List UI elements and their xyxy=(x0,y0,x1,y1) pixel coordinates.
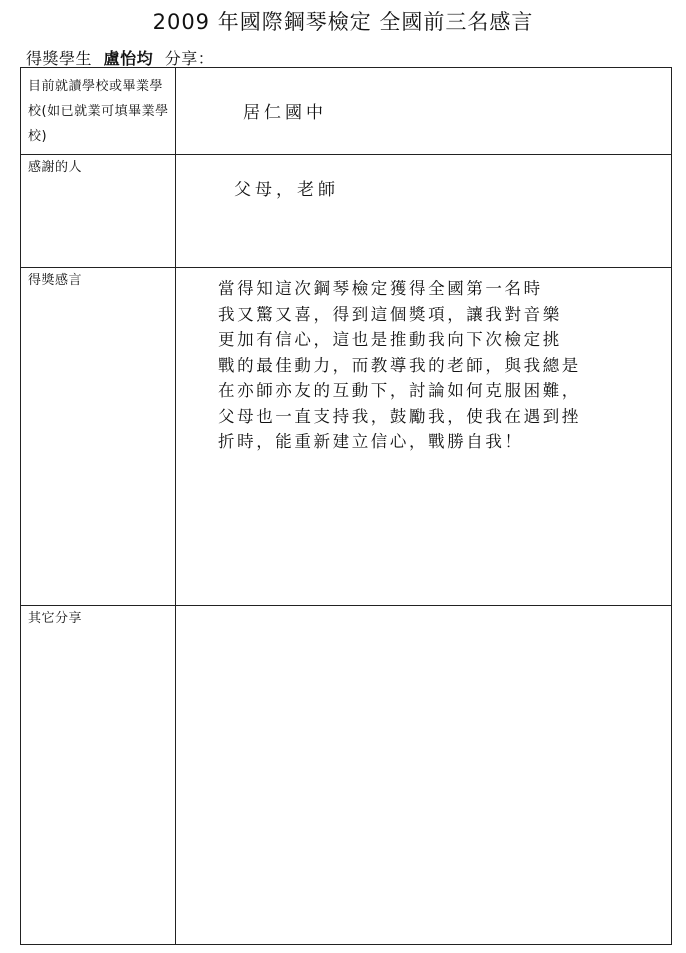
label-thanks xyxy=(21,155,176,268)
row-other xyxy=(21,606,672,945)
speech-line: 戰的最佳動力，而教導我的老師，與我總是 xyxy=(218,355,581,375)
value-school: 居仁國中 xyxy=(243,103,327,123)
speech-line: 當得知這次鋼琴檢定獲得全國第一名時 xyxy=(218,279,543,298)
row-thanks xyxy=(21,155,672,268)
label-other-text: 其它分享 xyxy=(28,611,83,626)
label-thanks-text: 感謝的人 xyxy=(28,160,83,175)
student-suffix: 分享： xyxy=(164,49,215,68)
value-thanks: 父母，老師 xyxy=(234,180,339,200)
speech-line: 更加有信心，這也是推動我向下次檢定挑 xyxy=(218,330,562,349)
label-speech xyxy=(21,268,176,606)
value-school-cell xyxy=(176,68,672,155)
page-title: 2009 年國際鋼琴檢定 全國前三名感言 xyxy=(152,10,534,34)
label-school-text: 目前就讀學校或畢業學校(如已就業可填畢業學校) xyxy=(28,79,169,144)
value-thanks-cell xyxy=(176,155,672,268)
speech-line: 我又驚又喜，得到這個獎項，讓我對音樂 xyxy=(218,304,562,324)
speech-line: 父母也一直支持我，鼓勵我，使我在遇到挫 xyxy=(218,406,581,426)
label-school xyxy=(21,68,176,155)
value-other-cell xyxy=(176,606,672,945)
student-prefix: 得獎學生 xyxy=(26,49,93,68)
speech-line: 折時，能重新建立信心，戰勝自我！ xyxy=(218,432,524,451)
student-line xyxy=(26,46,214,69)
row-school xyxy=(21,68,672,155)
speech-line: 在亦師亦友的互動下，討論如何克服困難， xyxy=(218,381,581,400)
student-name: 盧怡均 xyxy=(103,49,154,68)
label-other xyxy=(21,606,176,945)
value-speech-cell xyxy=(176,268,672,606)
label-speech-text: 得獎感言 xyxy=(28,273,83,288)
value-speech xyxy=(176,268,671,455)
testimonial-form xyxy=(20,67,672,945)
row-speech xyxy=(21,268,672,606)
